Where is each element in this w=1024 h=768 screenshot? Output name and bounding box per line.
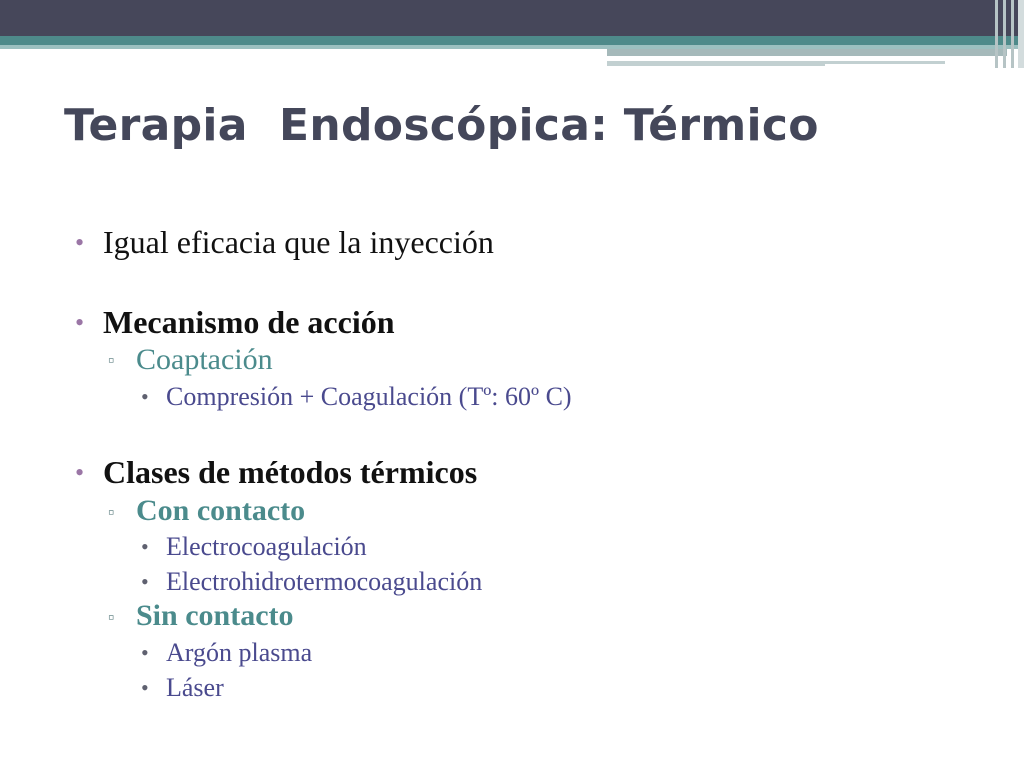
bullet-item: Clases de métodos térmicos	[103, 454, 478, 490]
bullet-level3: •	[141, 384, 149, 409]
bullet-level3: •	[141, 534, 149, 559]
sub-sub-item: Electrocoagulación	[166, 532, 367, 561]
bullet-level3: •	[141, 640, 149, 665]
sub-sub-item: Compresión + Coagulación (Tº: 60º C)	[166, 382, 572, 411]
header-accent-bar	[607, 49, 1007, 56]
bullet-level1: •	[75, 458, 85, 487]
bullet-level2: ▫	[108, 350, 115, 370]
sub-sub-item: Láser	[166, 673, 224, 702]
header-accent-bar-lower	[607, 61, 825, 66]
sub-item: Coaptación	[136, 343, 273, 376]
header-band-dark	[0, 0, 1024, 36]
bullet-level1: •	[75, 228, 85, 257]
bullet-level1: •	[75, 308, 85, 337]
header-vertical-strip	[995, 0, 998, 68]
bullet-item: Mecanismo de acción	[103, 304, 395, 340]
header-accent-bar-thin	[825, 61, 945, 64]
sub-sub-item: Electrohidrotermocoagulación	[166, 567, 483, 596]
slide-title: Terapia Endoscópica: Térmico	[64, 100, 819, 151]
bullet-level2: ▫	[108, 502, 115, 522]
bullet-level3: •	[141, 675, 149, 700]
header-vertical-strip	[1003, 0, 1006, 68]
sub-item: Sin contacto	[136, 599, 294, 632]
bullet-item: Igual eficacia que la inyección	[103, 224, 494, 260]
header-vertical-strip	[1018, 0, 1024, 68]
sub-sub-item: Argón plasma	[166, 638, 313, 667]
bullet-level2: ▫	[108, 607, 115, 627]
header-band-teal	[0, 36, 1024, 45]
sub-item: Con contacto	[136, 494, 306, 527]
bullet-level3: •	[141, 569, 149, 594]
header-vertical-strip	[1011, 0, 1014, 68]
